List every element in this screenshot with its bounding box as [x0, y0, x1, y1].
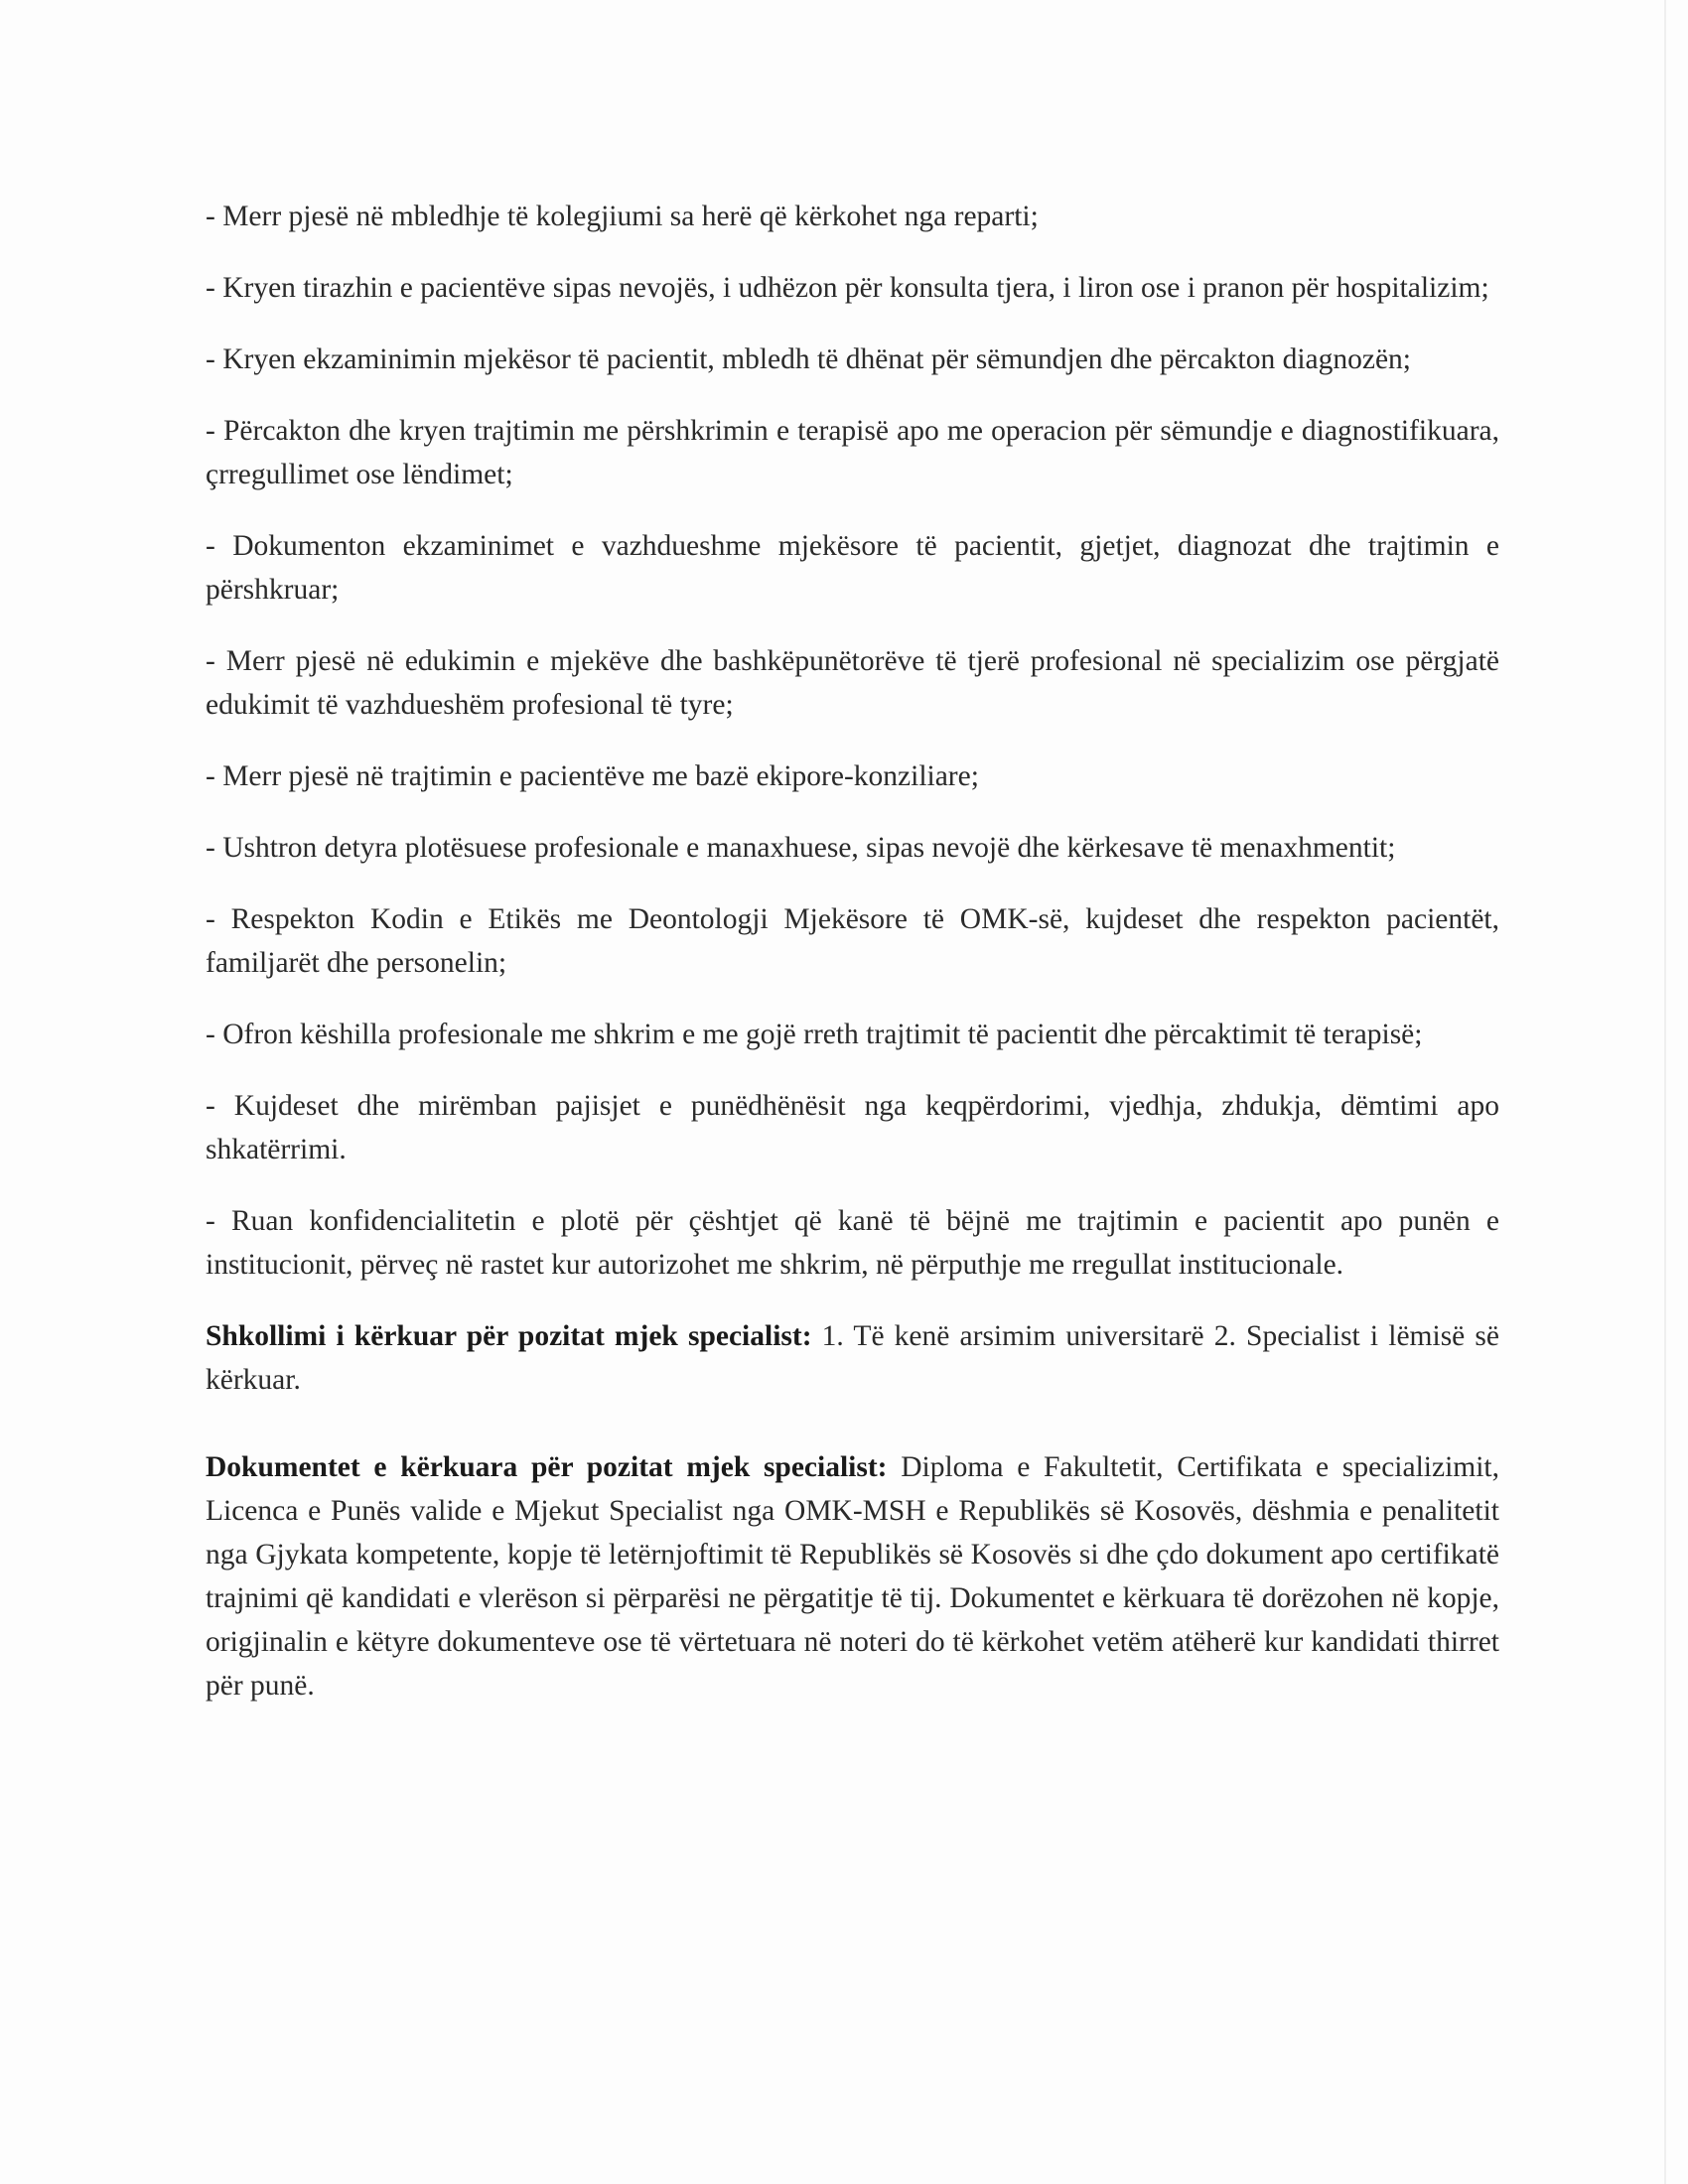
- duty-item-11: - Kujdeset dhe mirëmban pajisjet e punëdhënësit nga keqpërdorimi, vjedhja, zhdukja, dëmtimi apo shkatërrimi.: [206, 1090, 1499, 1165]
- duty-item-1: - Merr pjesë në mbledhje të kolegjiumi sa herë që kërkohet nga reparti;: [206, 201, 1039, 232]
- duty-item-6: - Merr pjesë në edukimin e mjekëve dhe bashkëpunëtorëve të tjerë profesional në specializim ose përgjatë edukimit të vazhdueshëm profesional të tyre;: [206, 645, 1499, 721]
- duty-item-4: - Përcakton dhe kryen trajtimin me përshkrimin e terapisë apo me operacion për sëmundje e diagnostifikuara, çrregullimet ose lëndimet;: [206, 415, 1499, 490]
- document-body: [206, 195, 1499, 1735]
- education-label: Shkollimi i kërkuar për pozitat mjek specialist:: [206, 1320, 812, 1352]
- documents-label: Dokumentet e kërkuara për pozitat mjek specialist:: [206, 1451, 888, 1483]
- duty-item-2: - Kryen tirazhin e pacientëve sipas nevojës, i udhëzon për konsulta tjera, i liron ose i pranon për hospitalizim;: [206, 272, 1489, 304]
- education-text: 1. Të kenë arsimim universitarë 2. Specialist i lëmisë së kërkuar.: [206, 1320, 1499, 1396]
- documents-text: Diploma e Fakultetit, Certifikata e specializimit, Licenca e Punës valide e Mjekut Specialist nga OMK-MSH e Republikës së Kosovës, dëshmia e penalitetit nga Gjykata kompetente, kopje të letërnjoftimit të Republikës së Kosovës si dhe çdo dokument apo certifikatë trajnimi që kandidati e vlerëson si përparësi ne përgatitje të tij. Dokumentet e kërkuara të dorëzohen në kopje, origjinalin e këtyre dokumenteve ose të vërtetuara në noteri do të kërkohet vetëm atëherë kur kandidati thirret për punë.: [206, 1451, 1499, 1702]
- duty-item-5: - Dokumenton ekzaminimet e vazhdueshme mjekësore të pacientit, gjetjet, diagnozat dhe trajtimin e përshkruar;: [206, 530, 1499, 606]
- page-edge-shadow: [1664, 0, 1666, 2184]
- duty-item-9: - Respekton Kodin e Etikës me Deontologji Mjekësore të OMK-së, kujdeset dhe respekton pacientët, familjarët dhe personelin;: [206, 903, 1499, 979]
- duty-item-3: - Kryen ekzaminimin mjekësor të pacientit, mbledh të dhënat për sëmundjen dhe përcakton diagnozën;: [206, 343, 1411, 375]
- duty-item-8: - Ushtron detyra plotësuese profesionale e manaxhuese, sipas nevojë dhe kërkesave të menaxhmentit;: [206, 832, 1396, 864]
- education-requirements: [206, 1314, 1499, 1402]
- documents-requirements: [206, 1445, 1499, 1707]
- duty-item-12: - Ruan konfidencialitetin e plotë për çështjet që kanë të bëjnë me trajtimin e pacientit apo punën e institucionit, përveç në rastet kur autorizohet me shkrim, në përputhje me rregullat institucionale.: [206, 1205, 1499, 1281]
- duty-item-7: - Merr pjesë në trajtimin e pacientëve me bazë ekipore-konziliare;: [206, 760, 979, 792]
- duty-item-10: - Ofron këshilla profesionale me shkrim e me gojë rreth trajtimit të pacientit dhe përcaktimit të terapisë;: [206, 1019, 1423, 1050]
